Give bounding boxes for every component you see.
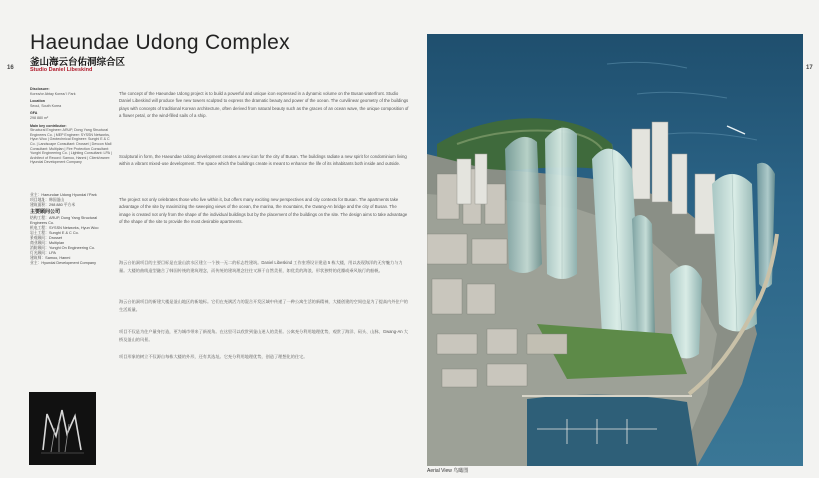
zh-credit-line: 岩土工程：Sunghi E & C Co. xyxy=(30,231,79,235)
body-paragraph-3: The project not only celebrates those who live within it, but offers many exciting new perspectives and city contexts for Busan. The apartments take advantage of the site by maximizing the sweeping views of the ocean, the marina, the mountains, the Gwang-An bridge and the city of Busan. The image is created not only from the shape of the individual buildings but by the placement of the buildings on the site. The design aims to take advantage of the shape of the site to provide the most desirable apartments. xyxy=(119,197,408,225)
zh-credit-line: 建筑师：Samoo, Hanmi xyxy=(30,256,71,260)
credit-item: Location Seoul, South Korea xyxy=(30,99,62,108)
zh-credit-line: 业主：Hyundai Development Company xyxy=(30,261,97,265)
zh-credit-line: 结构工程：ARUP, Dong Yang Structural Engineers Co. xyxy=(30,216,98,225)
zh-credit-line: 商业顾问：Multiplan xyxy=(30,241,65,245)
credits-english xyxy=(30,84,112,165)
zh-credit-line: 消防顾问：Yunghi On Engineering Co. xyxy=(30,246,96,250)
body-paragraph-2: Sculptural in form, the Haeundae Udong development creates a new icon for the city of Busan. The buildings radiate a new spirit for condominium living within a vibrant mixed-use development. The space which the buildings create is meant to enhance the life of its inhabitants both inside and outside. xyxy=(119,154,407,167)
credit-item: Main key contributor: Structural Engineer: ARUP, Dong Yang Structural Engineers Co. | MEP Engineer: SYSSN Networks, Hyun Woo | Geotechnical Engineer: Sunghi E & C Co. | Landscape Consultant: Drosset | Devcon Mall Consultant: Multiplan | Fire Protection Consultant: Yunghi Engineering Co. | Lighting Consultant: LPA | Architect of Record: Samoo, Hanmi | Client/owner: Hyundai Development Company xyxy=(30,123,112,165)
image-caption: Aerial View 鸟瞰图 xyxy=(427,468,469,474)
zh-credit-intro: 业主：Haeundae Udong Hyundai I'Park xyxy=(30,193,97,197)
project-title: Haeundae Udong Complex xyxy=(30,31,290,54)
credit-item: Disclosure: Korea/or Abtay Korea/ I Fark xyxy=(30,87,76,96)
zh-credits-heading: 主要顾问公司 xyxy=(30,209,61,215)
zh-credit-line: 景观顾问：Drosset xyxy=(30,236,63,240)
aerial-rendering xyxy=(427,34,803,466)
zh-credit-line: 机电工程：SYSSN Networks, Hyun Woo xyxy=(30,226,99,230)
body-paragraph-zh-4: 项目形象的树立不仅源自每栋大楼的外形，还有其选址。它充分利用地理优势，创造了理想化的住宅。 xyxy=(119,354,308,359)
architect-name: Studio Daniel Libeskind xyxy=(30,67,93,73)
page-number-left: 16 xyxy=(7,65,14,71)
zh-credit-line: 灯光顾问：LPA xyxy=(30,251,56,255)
zh-credit-intro: 建筑面积：298 880 平方米 xyxy=(30,203,76,207)
aerial-view-image xyxy=(427,34,803,466)
body-paragraph-1: The concept of the Haeundae Udong project is to build a powerful and unique icon expressed in a dynamic volume on the Busan waterfront. Studio Daniel Libeskind will produce five new towers sculpted to express the dramatic beauty and power of the ocean. The curvilinear geometry of the buildings plays with concepts of traditional Korean architecture, often derived from natural beauty such as the graces of an ocean wave, the unique composition of a flower petal, or the wind-filled sails of a ship. xyxy=(119,91,409,119)
project-title-chinese: 釜山海云台佑洞综合区 xyxy=(30,57,126,68)
body-paragraph-zh-2: 海云台佑洞项目的新建大楼是釜山地区的新地标。它们在充满活力的混合开发区域中传递了一种公寓生活的新精神，大楼创建的空间也是为了提高内外住户的生活质量。 xyxy=(119,299,408,312)
credits-chinese xyxy=(30,193,114,266)
credit-item: GFA 298 880 m² xyxy=(30,111,49,120)
zh-credit-intro: 项目地址：韩国釜山 xyxy=(30,198,65,202)
architect-logo xyxy=(29,392,96,465)
logo-mark xyxy=(29,392,96,465)
body-paragraph-zh-1: 海云台佑洞项目的主要目标是在釜山滨水区建立一个独一无二的标志性建筑。Daniel Libeskind 工作室将设计建造 5 栋大楼，用以表现海洋的无穷魅力与力量。大楼的曲线造型融合了韩国传统的建筑理念，而传统的建筑理念往往又源于自然美景，如优美的海浪、形状独特的花瓣或乘风航行的船帆。 xyxy=(119,260,403,273)
body-paragraph-zh-3: 项目不仅是为住户量身打造，更为城市带来了新视角。在这里可以欣赏到釜山迷人的美景。公寓充分利用地理优势，观赏了海洋、码头、山脉、Gwang-An 大桥及釜山的风景。 xyxy=(119,329,408,342)
page-number-right: 17 xyxy=(806,65,813,71)
